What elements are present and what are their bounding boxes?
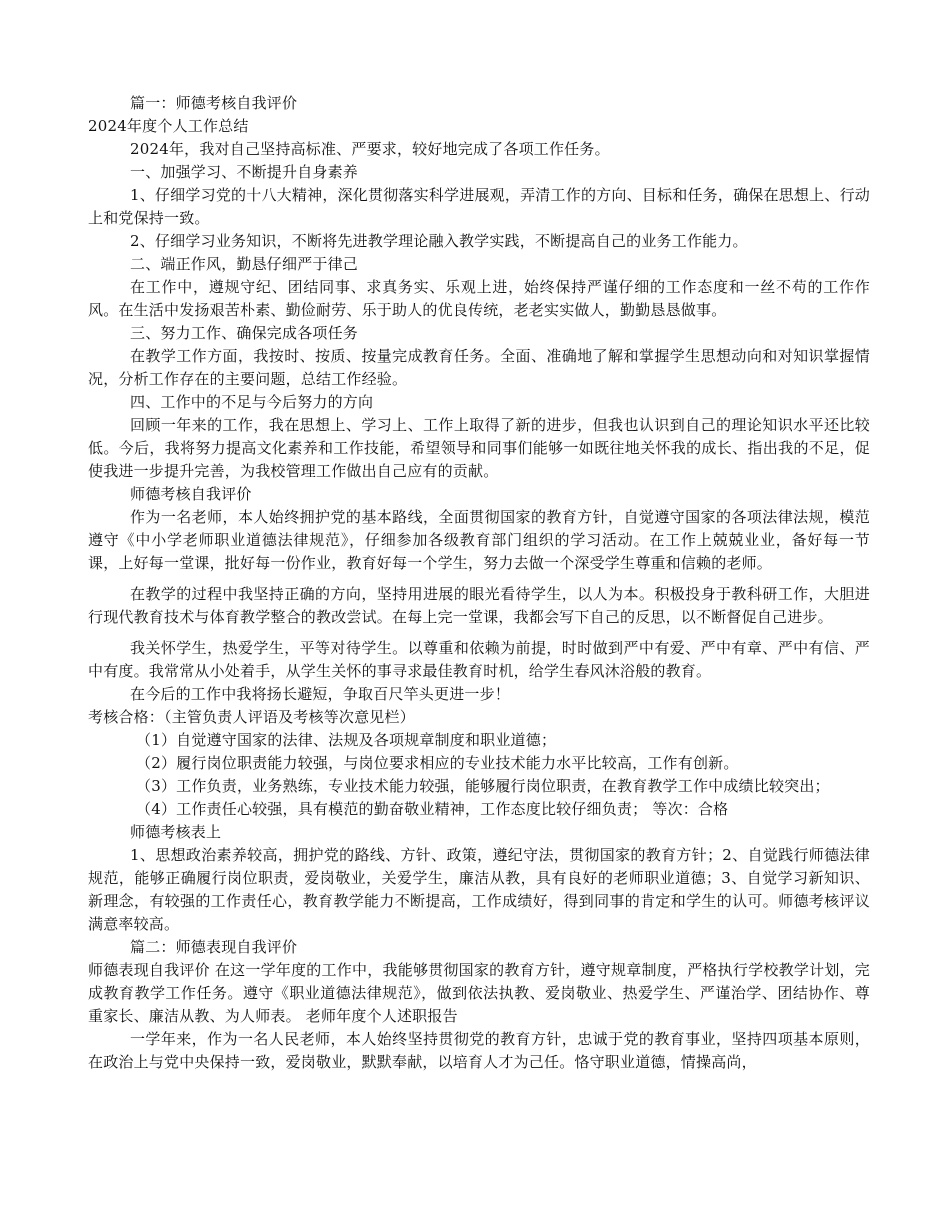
paragraph: 2024年，我对自己坚持高标准、严要求，较好地完成了各项工作任务。 <box>130 140 610 158</box>
paragraph: 2、仔细学习业务知识，不断将先进教学理论融入教学实践，不断提高自己的业务工作能力。 <box>130 232 748 250</box>
section-title-part2: 篇二：师德表现自我评价 <box>130 938 298 956</box>
subheading: 四、工作中的不足与今后努力的方向 <box>130 393 374 411</box>
subheading: 师德考核自我评价 <box>130 485 252 503</box>
assessment-item: （1）自觉遵守国家的法律、法规及各项规章制度和职业道德； <box>136 731 557 749</box>
paragraph: 回顾一年来的工作，我在思想上、学习上、工作上取得了新的进步，但我也认识到自己的理论知识水平还比较低。今后，我将努力提高文化素养和工作技能，希望领导和同事们能够一如既往地关怀我的成长、指出我的不足，促使我进一步提升完善，为我校管理工作做出自己应有的贡献。 <box>88 416 870 480</box>
subheading: 二、端正作风，勤恳仔细严于律己 <box>130 255 359 273</box>
paragraph: 作为一名老师，本人始终拥护党的基本路线，全面贯彻国家的教育方针，自觉遵守国家的各项法律法规，模范遵守《中小学老师职业道德法律规范》，仔细参加各级教育部门组织的学习活动。在工作上兢兢业业，备好每一节课，上好每一堂课，批好每一份作业，教育好每一个学生，努力去做一个深受学生尊重和信赖的老师。 <box>88 508 870 572</box>
paragraph: 一学年来，作为一名人民老师，本人始终坚持贯彻党的教育方针，忠诚于党的教育事业，坚持四项基本原则，在政治上与党中央保持一致，爱岗敬业，默默奉献，以培育人才为己任。恪守职业道德，情操高尚， <box>88 1030 870 1071</box>
assessment-item: （2）履行岗位职责能力较强，与岗位要求相应的专业技术能力水平比较高，工作有创新。 <box>136 754 739 772</box>
paragraph: 师德表现自我评价 在这一学年度的工作中，我能够贯彻国家的教育方针，遵守规章制度，严格执行学校教学计划，完成教育教学工作任务。遵守《职业道德法律规范》，做到依法执教、爱岗敬业、热爱学生、严谨治学、团结协作、尊重家长、廉洁从教、为人师表。 老师年度个人述职报告 <box>88 961 870 1025</box>
subheading: 师德考核表上 <box>130 823 222 841</box>
paragraph: 在教学工作方面，我按时、按质、按量完成教育任务。全面、准确地了解和掌握学生思想动向和对知识掌握情况，分析工作存在的主要问题，总结工作经验。 <box>88 347 870 388</box>
paragraph: 我关怀学生，热爱学生，平等对待学生。以尊重和依赖为前提，时时做到严中有爱、严中有章、严中有信、严中有度。我常常从小处着手，从学生关怀的事寻求最佳教育时机，给学生春风沐浴般的教育。 <box>88 639 870 680</box>
section-title-part1: 篇一：师德考核自我评价 <box>130 94 298 112</box>
assessment-item: （3）工作负责，业务熟练，专业技术能力较强，能够履行岗位职责，在教育教学工作中成绩比较突出； <box>136 777 830 795</box>
paragraph: 在今后的工作中我将扬长避短，争取百尺竿头更进一步！ <box>130 685 511 703</box>
assessment-item: （4）工作责任心较强，具有模范的勤奋敬业精神，工作态度比较仔细负责； 等次：合格 <box>136 800 729 818</box>
subheading: 一、加强学习、不断提升自身素养 <box>130 163 359 181</box>
document-page <box>88 92 870 1074</box>
paragraph: 在工作中，遵规守纪、团结同事、求真务实、乐观上进，始终保持严谨仔细的工作态度和一丝不苟的工作作风。在生活中发扬艰苦朴素、勤俭耐劳、乐于助人的优良传统，老老实实做人，勤勤恳恳做事。 <box>88 278 870 319</box>
subheading: 三、努力工作、确保完成各项任务 <box>130 324 359 342</box>
paragraph: 1、仔细学习党的十八大精神，深化贯彻落实科学进展观，弄清工作的方向、目标和任务，确保在思想上、行动上和党保持一致。 <box>88 186 870 227</box>
assessment-heading: 考核合格：（主管负责人评语及考核等次意见栏） <box>88 708 415 726</box>
doc-title-annual-summary: 2024年度个人工作总结 <box>88 117 249 135</box>
paragraph: 在教学的过程中我坚持正确的方向，坚持用进展的眼光看待学生，以人为本。积极投身于教科研工作，大胆进行现代教育技术与体育教学整合的教改尝试。在每上完一堂课，我都会写下自己的反思，以不断督促自己进步。 <box>88 585 870 626</box>
paragraph: 1、思想政治素养较高，拥护党的路线、方针、政策，遵纪守法，贯彻国家的教育方针；2、自觉践行师德法律规范，能够正确履行岗位职责，爱岗敬业，关爱学生，廉洁从教，具有良好的老师职业道德；3、自觉学习新知识、新理念，有较强的工作责任心，教育教学能力不断提高，工作成绩好，得到同事的肯定和学生的认可。师德考核评议满意率较高。 <box>88 846 870 933</box>
